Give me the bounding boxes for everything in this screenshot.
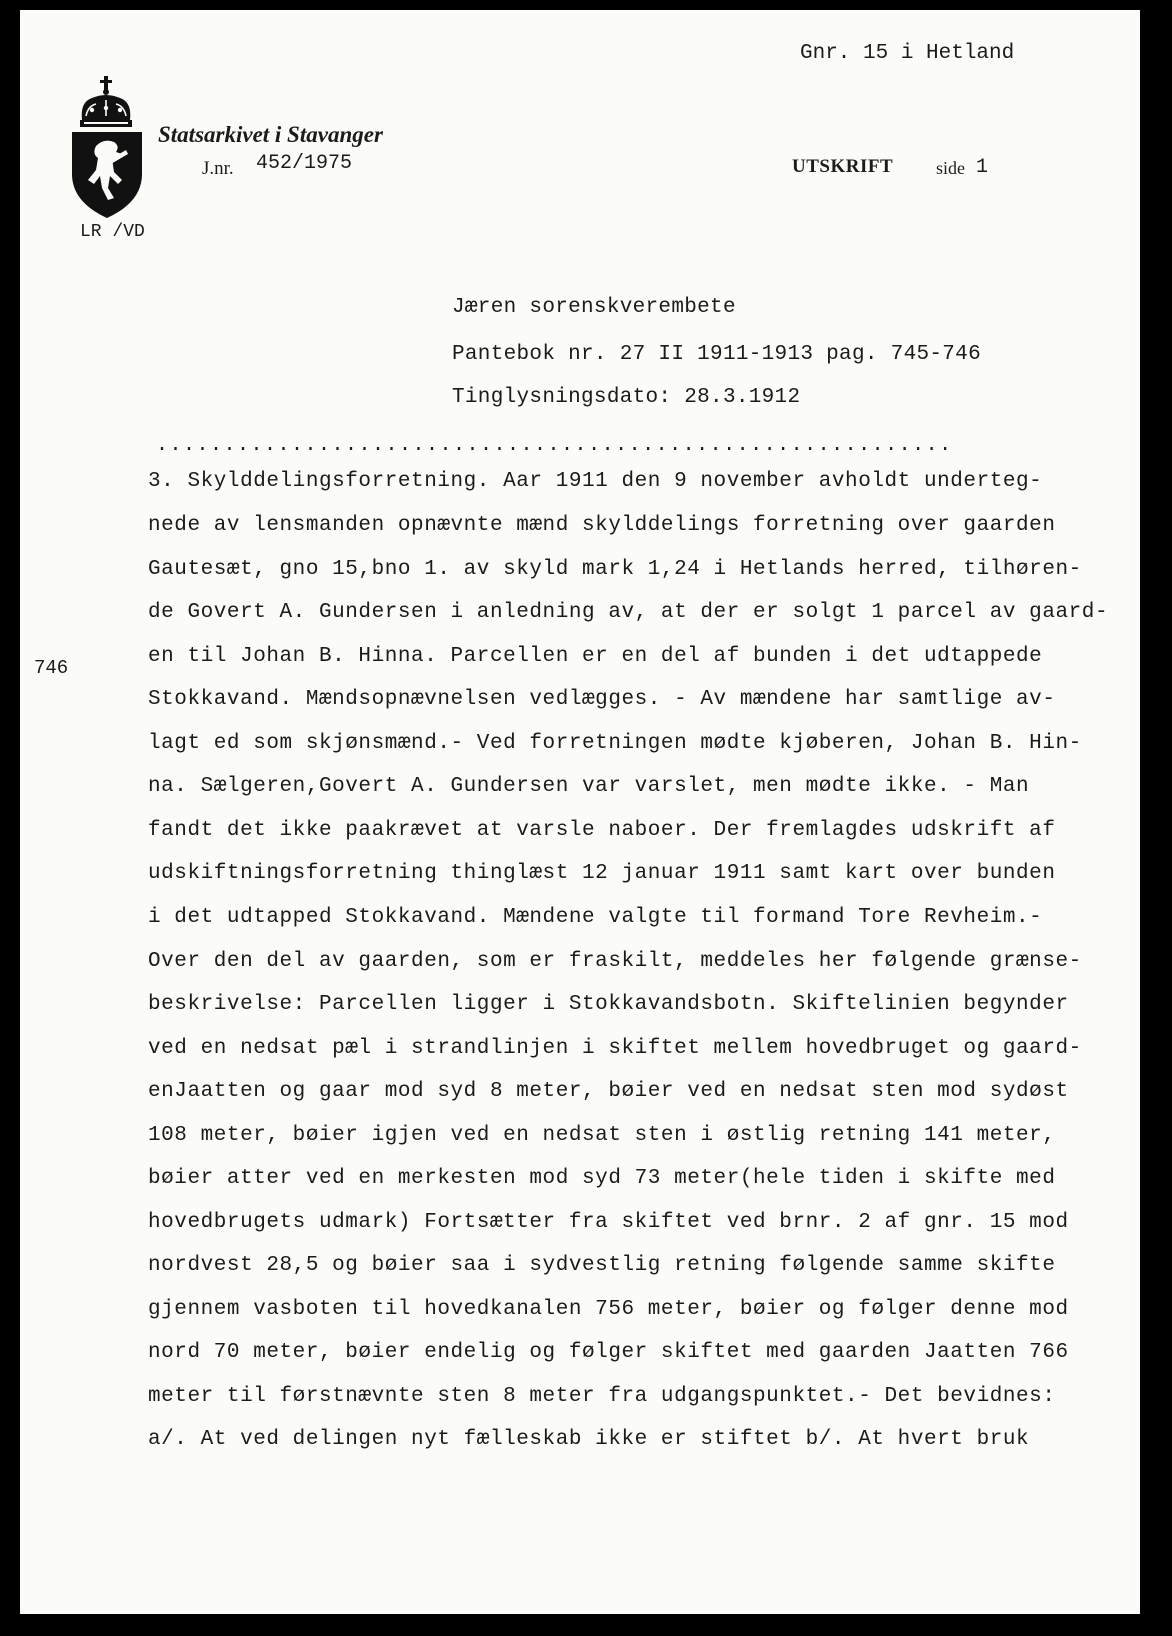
body-line: 3. Skylddelingsforretning. Aar 1911 den 9 november avholdt underteg- (148, 470, 1043, 493)
office-heading: Jæren sorenskverembete (452, 296, 736, 319)
body-line: na. Sælgeren,Govert A. Gundersen var varslet, men mødte ikke. - Man (148, 775, 1030, 798)
body-line: a/. At ved delingen nyt fælleskab ikke er stiftet b/. At hvert bruk (148, 1428, 1030, 1451)
body-line: nede av lensmanden opnævnte mænd skylddelings forretning over gaarden (148, 514, 1056, 537)
top-right-reference: Gnr. 15 i Hetland (800, 42, 1015, 65)
document-page (20, 10, 1140, 1614)
dotted-separator: ........................................................... (156, 434, 953, 457)
body-line: gjennem vasboten til hovedkanalen 756 meter, bøier og følger denne mod (148, 1298, 1069, 1321)
pantebok-heading: Pantebok nr. 27 II 1911-1913 pag. 745-746 (452, 343, 981, 366)
tinglysning-heading: Tinglysningsdato: 28.3.1912 (452, 386, 801, 409)
body-line: Stokkavand. Mændsopnævnelsen vedlægges. - Av mændene har samtlige av- (148, 688, 1056, 711)
body-line: fandt det ikke paakrævet at varsle naboer. Der fremlagdes udskrift af (148, 819, 1056, 842)
body-line: beskrivelse: Parcellen ligger i Stokkavandsbotn. Skiftelinien begynder (148, 993, 1069, 1016)
margin-page-number: 746 (34, 657, 69, 679)
body-line: udskiftningsforretning thinglæst 12 januar 1911 samt kart over bunden (148, 862, 1056, 885)
body-line: meter til førstnævnte sten 8 meter fra udgangspunktet.- Det bevidnes: (148, 1385, 1056, 1408)
body-line: hovedbrugets udmark) Fortsætter fra skiftet ved brnr. 2 af gnr. 15 mod (148, 1211, 1069, 1234)
body-line: nordvest 28,5 og bøier saa i sydvestlig retning følgende samme skifte (148, 1254, 1056, 1277)
utskrift-side-label: side (936, 158, 965, 178)
body-line: en til Johan B. Hinna. Parcellen er en del af bunden i det udtappede (148, 645, 1043, 668)
body-line: nord 70 meter, bøier endelig og følger skiftet med gaarden Jaatten 766 (148, 1341, 1069, 1364)
journal-number-value: 452/1975 (256, 152, 353, 175)
utskrift-page-number: 1 (976, 156, 989, 179)
body-line: i det udtapped Stokkavand. Mændene valgte til formand Tore Revheim.- (148, 906, 1043, 929)
body-line: Over den del av gaarden, som er fraskilt, meddeles her følgende grænse- (148, 950, 1082, 973)
coat-of-arms-icon (68, 76, 146, 218)
body-line: 108 meter, bøier igjen ved en nedsat sten i østlig retning 141 meter, (148, 1124, 1056, 1147)
archive-name: Statsarkivet i Stavanger (158, 122, 383, 147)
journal-number-label: J.nr. (202, 158, 234, 179)
utskrift-label: UTSKRIFT (792, 156, 894, 177)
body-line: de Govert A. Gundersen i anledning av, at der er solgt 1 parcel av gaard- (148, 601, 1109, 624)
body-line: ved en nedsat pæl i strandlinjen i skiftet mellem hovedbruget og gaard- (148, 1037, 1082, 1060)
body-line: Gautesæt, gno 15,bno 1. av skyld mark 1,24 i Hetlands herred, tilhøren- (148, 558, 1082, 581)
body-line: lagt ed som skjønsmænd.- Ved forretningen mødte kjøberen, Johan B. Hin- (148, 732, 1082, 755)
body-line: enJaatten og gaar mod syd 8 meter, bøier ved en nedsat sten mod sydøst (148, 1080, 1069, 1103)
body-line: bøier atter ved en merkesten mod syd 73 meter(hele tiden i skifte med (148, 1167, 1056, 1190)
initials: LR /VD (80, 222, 145, 242)
